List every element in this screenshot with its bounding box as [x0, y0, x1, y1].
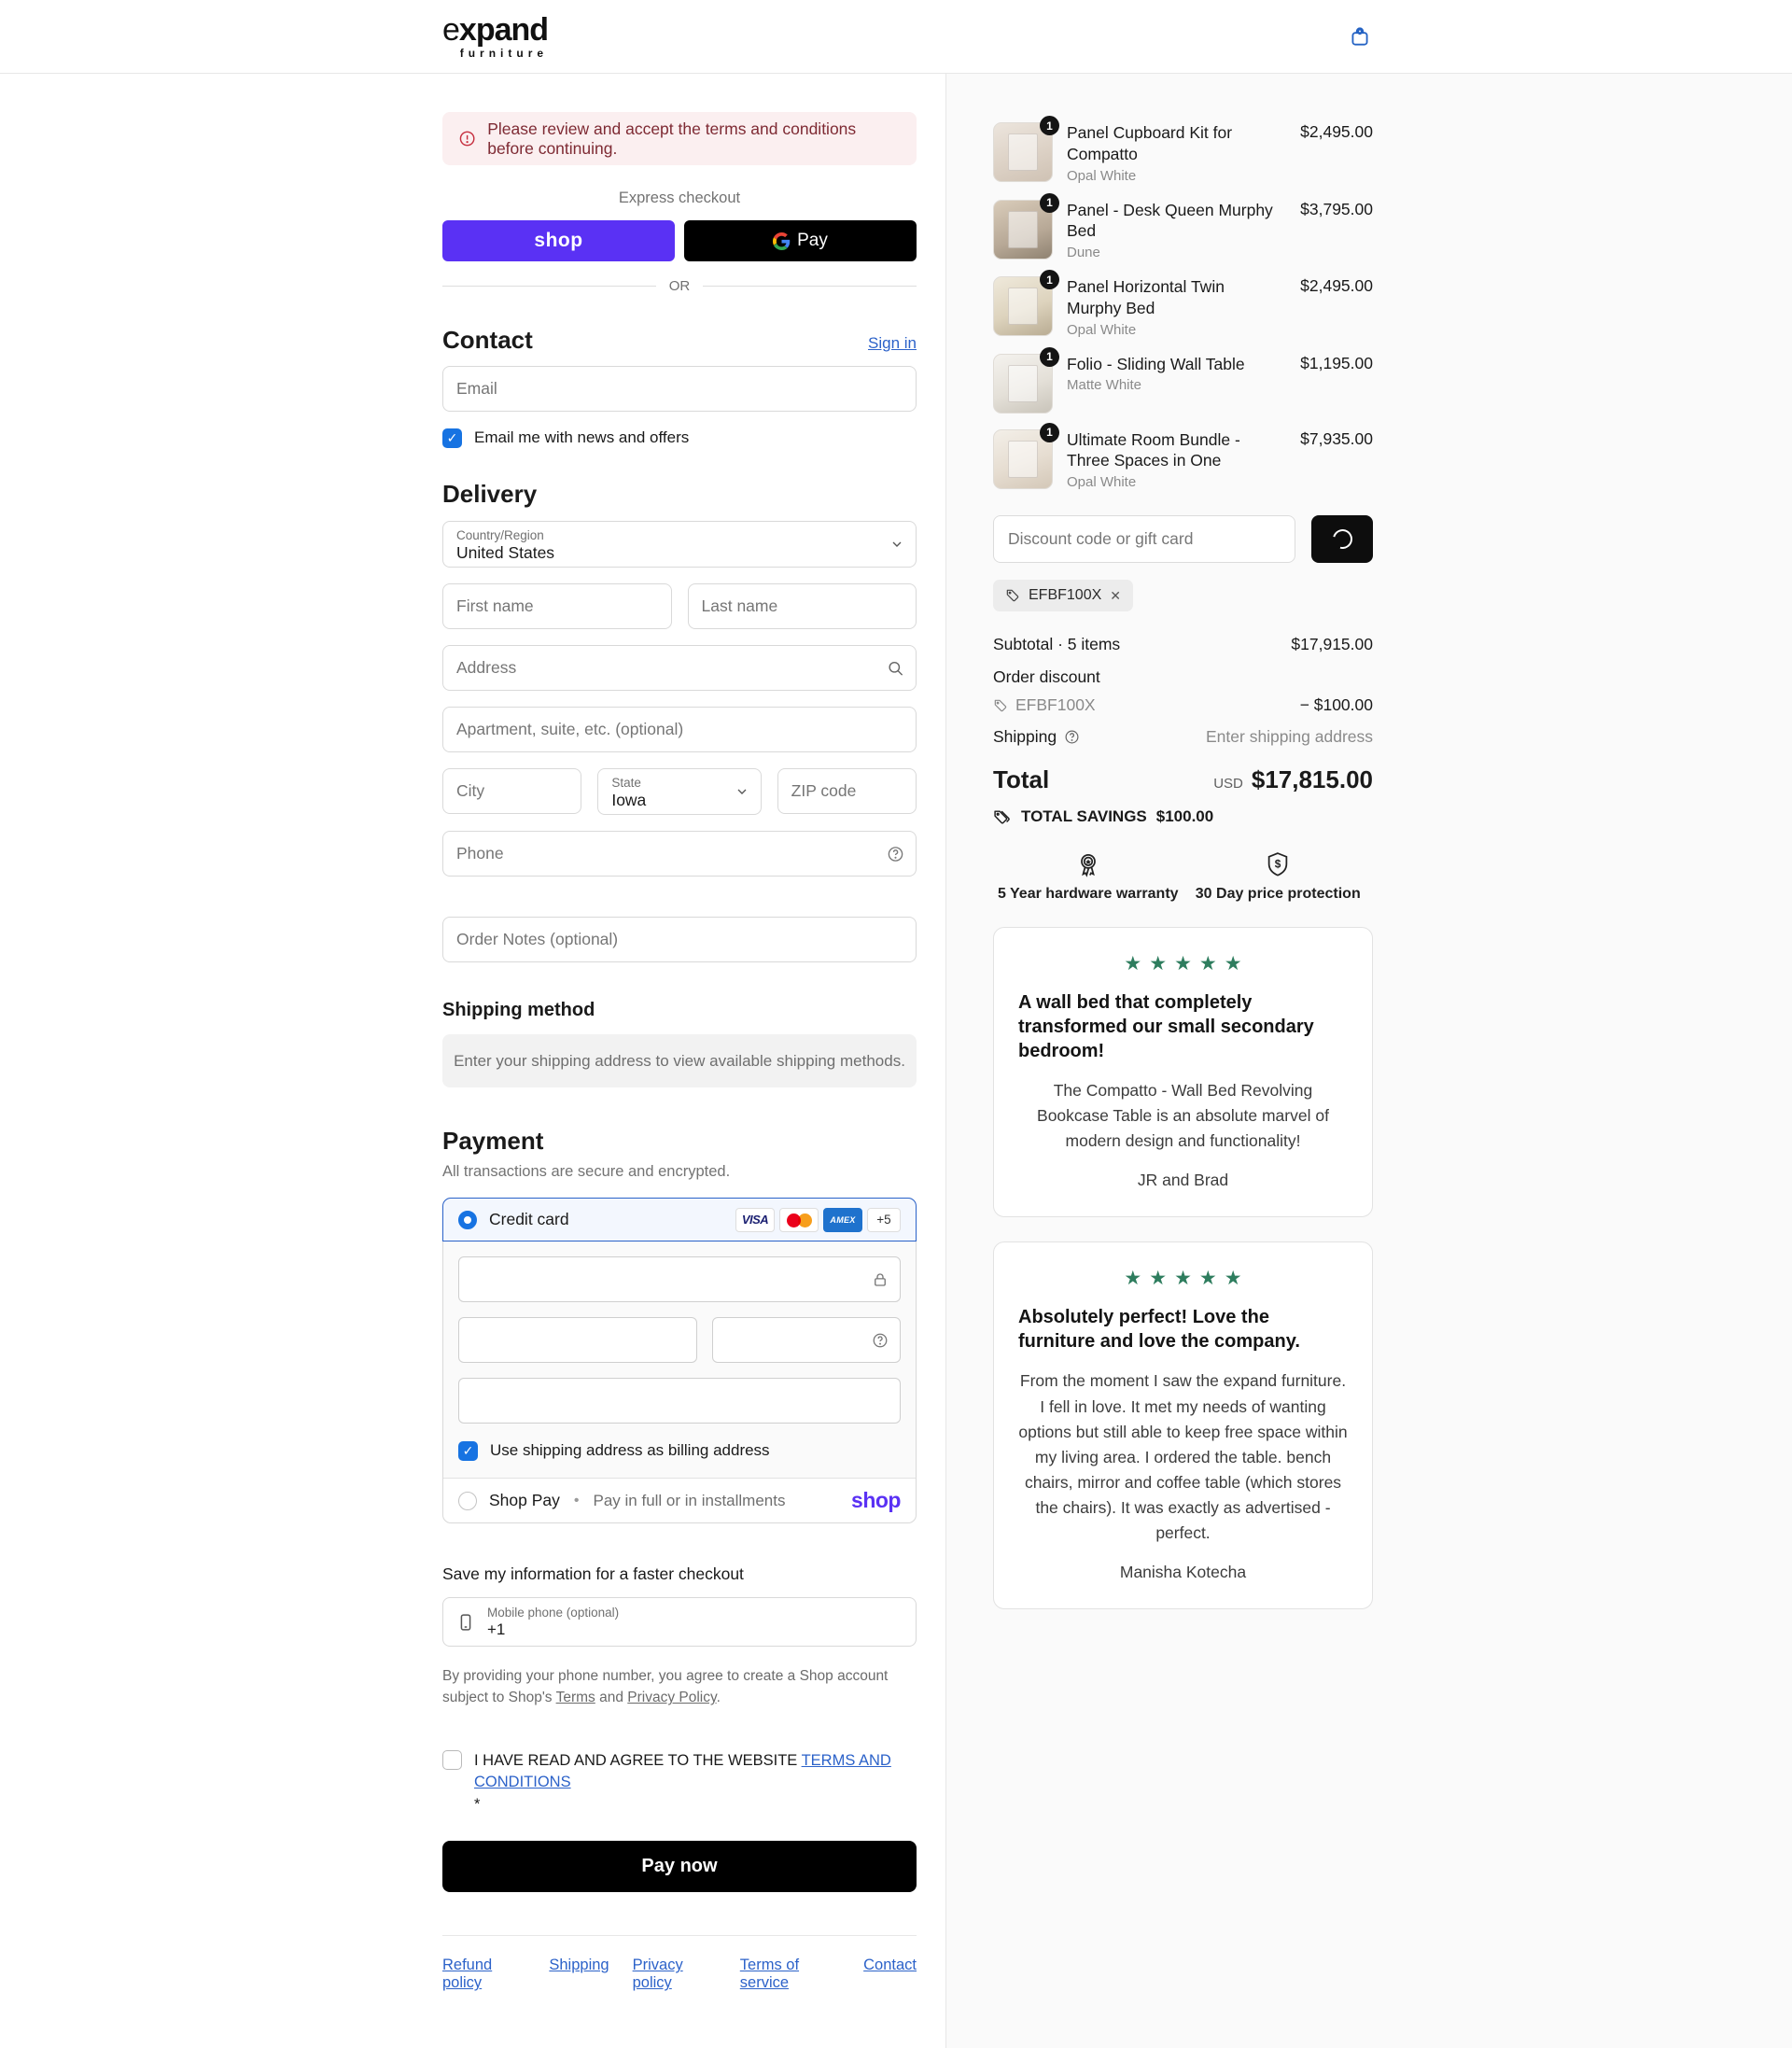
email-field[interactable] [442, 366, 917, 412]
pay-now-button[interactable]: Pay now [442, 1841, 917, 1892]
cart-icon[interactable] [1348, 24, 1372, 49]
discount-code-input[interactable] [993, 515, 1295, 563]
apply-discount-button[interactable] [1311, 515, 1373, 563]
subtotal-label: Subtotal · 5 items [993, 635, 1121, 653]
star-icon: ★ [1124, 1268, 1150, 1290]
newsletter-label: Email me with news and offers [474, 428, 690, 446]
last-name-field[interactable] [688, 583, 917, 629]
delivery-heading: Delivery [442, 480, 538, 508]
shipping-method-heading: Shipping method [442, 1000, 595, 1020]
applied-discount-code: EFBF100X [1029, 587, 1102, 603]
brand-logo[interactable] [442, 14, 548, 59]
brand-logo-text: xpand [458, 12, 549, 48]
credit-card-label: Credit card [489, 1210, 569, 1228]
card-expiry-field[interactable] [458, 1317, 697, 1363]
review-card [993, 1241, 1373, 1609]
total-label: Total [993, 765, 1050, 793]
express-checkout-label: Express checkout [618, 189, 741, 206]
brand-logo-subtext: furniture [459, 47, 549, 60]
review-card [993, 927, 1373, 1217]
review-body: The Compatto - Wall Bed Revolving Bookcase Table is an absolute marvel of modern design and functionality! [1037, 1081, 1329, 1151]
savings-value: $100.00 [1155, 807, 1214, 825]
product-variant: Opal White [1067, 321, 1137, 338]
payment-subheading: All transactions are secure and encrypted. [442, 1163, 731, 1180]
quantity-badge: 1 [1040, 347, 1059, 367]
lock-icon [872, 1271, 889, 1288]
order-summary-column [945, 74, 1792, 2048]
country-select[interactable] [442, 521, 917, 568]
line-item [993, 196, 1373, 261]
tag-icon [1005, 588, 1020, 603]
warranty-medal-icon [1074, 850, 1102, 878]
more-cards-badge: +5 [867, 1208, 901, 1232]
brand-logo-e: e [442, 12, 459, 48]
mobile-phone-label: Mobile phone (optional) [487, 1605, 620, 1620]
product-name: Panel - Desk Queen Murphy Bed [1067, 200, 1273, 241]
google-pay-label: Pay [797, 231, 828, 250]
product-name: Folio - Sliding Wall Table [1067, 354, 1245, 373]
star-icon: ★ [1149, 953, 1175, 975]
city-field[interactable] [442, 768, 581, 814]
credit-card-radio[interactable] [458, 1211, 477, 1229]
product-name: Ultimate Room Bundle - Three Spaces in One [1067, 429, 1240, 470]
product-variant: Opal White [1067, 167, 1137, 184]
alert-icon [459, 129, 475, 148]
terms-alert-banner [442, 112, 917, 165]
separator-dot: • [573, 1492, 580, 1508]
remove-discount-icon[interactable]: ✕ [1110, 587, 1121, 603]
product-price: $2,495.00 [1300, 122, 1373, 141]
footer-link-privacy-policy[interactable]: Privacy policy [632, 1957, 683, 1992]
loading-spinner-icon [1329, 526, 1356, 553]
total-savings-row [993, 807, 1373, 826]
shop-pay-radio[interactable] [458, 1492, 477, 1510]
subtotal-value: $17,915.00 [1291, 635, 1373, 653]
billing-address-checkbox[interactable] [458, 1441, 478, 1461]
google-g-icon [773, 232, 791, 250]
terms-and-conditions-link[interactable]: TERMS AND CONDITIONS [474, 1751, 891, 1791]
first-name-field[interactable] [442, 583, 672, 629]
product-price: $1,195.00 [1300, 353, 1373, 372]
save-info-heading: Save my information for a faster checkout [442, 1564, 744, 1583]
product-name: Panel Cupboard Kit for Compatto [1067, 123, 1233, 163]
quantity-badge: 1 [1040, 423, 1059, 442]
header [0, 0, 1792, 74]
discount-amount: − $100.00 [1299, 695, 1373, 714]
star-icon: ★ [1224, 1268, 1250, 1290]
double-tag-icon [993, 807, 1012, 826]
shop-legal-text: By providing your phone number, you agree to create a Shop account subject to Shop's Terms and Privacy Policy. [442, 1668, 889, 1706]
help-icon[interactable] [887, 845, 904, 863]
checkout-form-column [0, 74, 945, 2048]
product-price: $3,795.00 [1300, 199, 1373, 218]
state-value: Iowa [611, 791, 647, 809]
shop-terms-link[interactable]: Terms [555, 1690, 595, 1706]
line-item [993, 426, 1373, 491]
svg-text:$: $ [1274, 857, 1281, 871]
shop-privacy-link[interactable]: Privacy Policy [627, 1690, 717, 1706]
zip-field[interactable] [777, 768, 917, 814]
line-item [993, 350, 1373, 414]
shipping-method-notice: Enter your shipping address to view available shipping methods. [442, 1034, 917, 1087]
shop-pay-express-button[interactable] [442, 220, 675, 261]
review-title: Absolutely perfect! Love the furniture and love the company. [1018, 1307, 1300, 1353]
footer-link-contact[interactable]: Contact [863, 1957, 917, 1974]
order-discount-label: Order discount [993, 667, 1100, 686]
shipping-label: Shipping [993, 727, 1057, 746]
payment-heading: Payment [442, 1127, 544, 1155]
mastercard-icon [779, 1208, 819, 1232]
product-name: Panel Horizontal Twin Murphy Bed [1067, 277, 1225, 317]
footer-link-terms-of-service[interactable]: Terms of service [739, 1957, 800, 1992]
order-notes-field[interactable] [442, 917, 917, 962]
card-number-field[interactable] [458, 1256, 901, 1302]
quantity-badge: 1 [1040, 193, 1059, 213]
mobile-phone-field[interactable] [442, 1597, 917, 1647]
amex-icon: AMEX [823, 1208, 862, 1232]
total-value: $17,815.00 [1251, 765, 1373, 793]
footer-link-refund-policy[interactable]: Refund policy [442, 1957, 493, 1992]
address-field[interactable] [442, 645, 917, 691]
quantity-badge: 1 [1040, 270, 1059, 289]
phone-field[interactable] [442, 831, 917, 877]
shop-pay-label: Shop Pay [489, 1491, 560, 1509]
chevron-down-icon [889, 537, 904, 552]
star-icon: ★ [1198, 953, 1225, 975]
footer-link-shipping[interactable]: Shipping [549, 1957, 609, 1974]
product-variant: Dune [1067, 245, 1100, 260]
price-protection-perk-label: 30 Day price protection [1195, 886, 1361, 902]
line-item [993, 119, 1373, 184]
review-author: Manisha Kotecha [1119, 1563, 1247, 1582]
review-title: A wall bed that completely transformed our small secondary bedroom! [1018, 992, 1314, 1061]
apartment-field[interactable] [442, 707, 917, 752]
mobile-phone-value: +1 [487, 1620, 506, 1638]
product-variant: Matte White [1067, 377, 1142, 394]
product-variant: Opal White [1067, 474, 1137, 490]
star-icon: ★ [1198, 1268, 1225, 1290]
sign-in-link[interactable]: Sign in [868, 334, 917, 352]
discount-code-tag: EFBF100X [1015, 695, 1096, 714]
shop-pay-description: Pay in full or in installments [593, 1491, 786, 1509]
mobile-phone-icon [456, 1613, 475, 1632]
shop-pay-option[interactable] [443, 1478, 916, 1522]
product-price: $2,495.00 [1300, 276, 1373, 295]
product-price: $7,935.00 [1300, 428, 1373, 448]
visa-icon: VISA [735, 1208, 775, 1232]
star-icon: ★ [1174, 953, 1199, 975]
shop-pay-express-label: shop [534, 230, 583, 251]
shipping-value: Enter shipping address [1206, 727, 1373, 746]
star-icon: ★ [1224, 953, 1250, 975]
savings-label: TOTAL SAVINGS [1021, 807, 1147, 825]
five-star-rating [1018, 1267, 1348, 1290]
star-icon: ★ [1124, 953, 1150, 975]
help-icon[interactable] [872, 1332, 889, 1349]
country-label: Country/Region [456, 528, 544, 542]
terms-agree-checkbox[interactable] [442, 1750, 462, 1770]
terms-agree-label: I HAVE READ AND AGREE TO THE WEBSITE TERMS AND CONDITIONS * [474, 1750, 917, 1817]
country-value: United States [456, 543, 555, 562]
star-icon: ★ [1149, 1268, 1175, 1290]
star-icon: ★ [1174, 1268, 1199, 1290]
quantity-badge: 1 [1040, 116, 1059, 135]
state-select[interactable] [597, 768, 761, 815]
card-name-field[interactable] [458, 1378, 901, 1424]
currency-code: USD [1213, 776, 1243, 792]
search-icon [887, 659, 904, 677]
help-icon[interactable] [1064, 729, 1080, 745]
chevron-down-icon [735, 784, 749, 799]
state-label: State [611, 776, 641, 790]
credit-card-option[interactable] [442, 1198, 917, 1241]
review-body: From the moment I saw the expand furniture. I fell in love. It met my needs of wanting options but still able to keep free space within my living area. I ordered the table. bench chairs, mirror and coffee table (which stores the chairs). It was exactly as advertised - perfect. [1018, 1371, 1348, 1543]
price-protection-shield-icon [1264, 850, 1292, 878]
applied-discount-chip [993, 580, 1133, 611]
warranty-perk-label: 5 Year hardware warranty [997, 886, 1179, 902]
footer-links [442, 1935, 917, 1992]
billing-address-label: Use shipping address as billing address [490, 1441, 770, 1459]
contact-heading: Contact [442, 326, 533, 354]
five-star-rating [1018, 952, 1348, 975]
newsletter-checkbox[interactable] [442, 428, 462, 448]
line-item [993, 273, 1373, 338]
review-author: JR and Brad [1137, 1171, 1229, 1190]
tag-icon [993, 698, 1008, 713]
payment-methods [442, 1198, 917, 1523]
required-asterisk: * [474, 1796, 481, 1814]
google-pay-button[interactable] [684, 220, 917, 261]
or-divider: OR [442, 278, 917, 294]
terms-alert-text: Please review and accept the terms and conditions before continuing. [487, 119, 857, 158]
shop-logo: shop [851, 1488, 901, 1512]
